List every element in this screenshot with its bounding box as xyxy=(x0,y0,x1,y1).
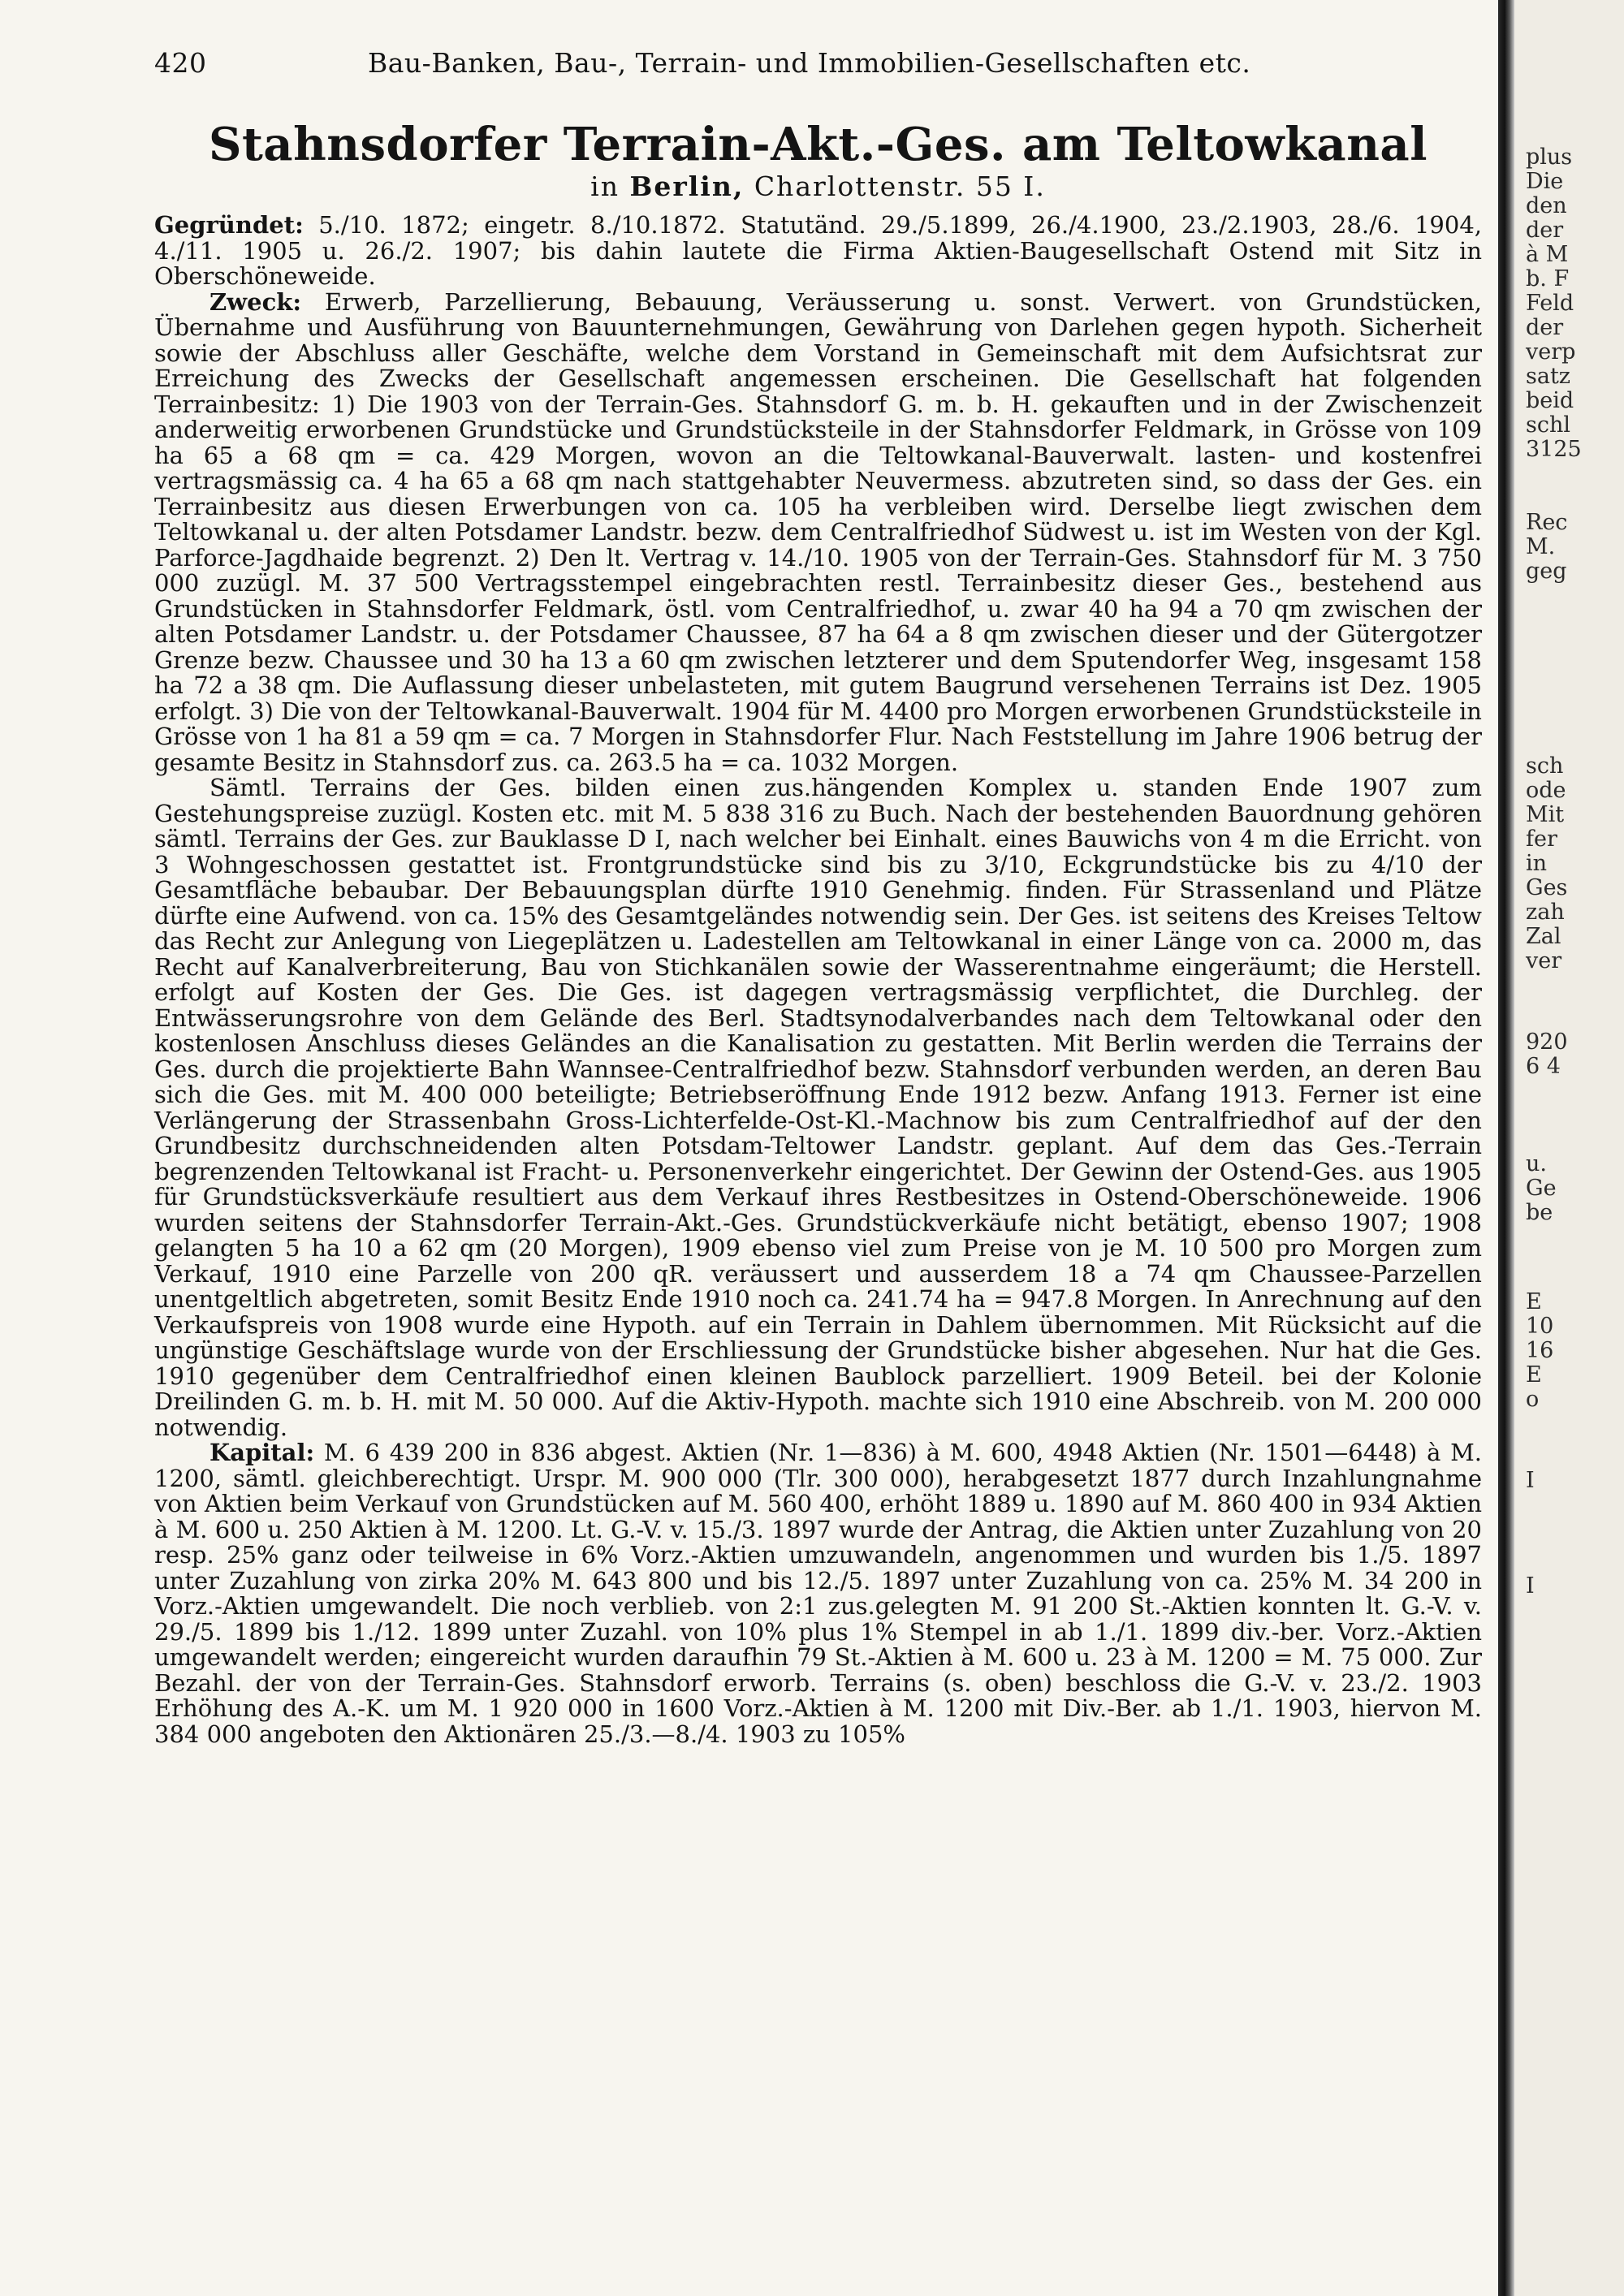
neighbor-fragment: E xyxy=(1526,1289,1542,1314)
section-label-zweck: Zweck: xyxy=(209,287,302,316)
section-label-gegruendet: Gegründet: xyxy=(154,211,304,239)
neighbor-fragment: M. xyxy=(1526,534,1556,559)
neighbor-page-edge xyxy=(1514,0,1624,2296)
section-zweck xyxy=(154,287,1482,776)
section-gegruendet xyxy=(154,213,1482,290)
neighbor-fragment: be xyxy=(1526,1200,1553,1225)
neighbor-fragment: Mit xyxy=(1526,802,1565,827)
neighbor-fragment: ver xyxy=(1526,948,1562,973)
neighbor-fragment: 920 xyxy=(1526,1029,1568,1055)
section-text-zweck: Erwerb, Parzellierung, Bebauung, Veräusserung u. sonst. Verwert. von Grundstücken, Übernahme und Ausführung von Bauunternehmungen, Gewährung von Darlehen gegen hypoth. Sicherheit sowie der Abschluss aller Geschäfte, welche dem Vorstand in Gemeinschaft mit dem Aufsichtsrat zur Erreichung des Zwecks der Gesellschaft angemessen erscheinen. Die Gesellschaft hat folgenden Terrainbesitz: 1) Die 1903 von der Terrain-Ges. Stahnsdorf G. m. b. H. gekauften und in der Zwischenzeit anderweitig erworbenen Grundstücke und Grundstücksteile in der Stahnsdorfer Feldmark, in Grösse von 109 ha 65 a 68 qm = ca. 429 Morgen, wovon an die Teltowkanal-Bauverwalt. lasten- und kostenfrei vertragsmässig ca. 4 ha 65 a 68 qm nach stattgehabter Neuvermess. abzutreten sind, so dass der Ges. ein Terrainbesitz aus diesen Erwerbungen von ca. 105 ha verbleiben wird. Derselbe liegt zwischen dem Teltowkanal u. der alten Potsdamer Landstr. bezw. dem Centralfriedhof Südwest u. ist im Westen von der Kgl. Parforce-Jagdhaide begrenzt. 2) Den lt. Vertrag v. 14./10. 1905 von der Terrain-Ges. Stahnsdorf für M. 3 750 000 zuzügl. M. 37 500 Vertragsstempel eingebrachten restl. Terrainbesitz dieser Ges., bestehend aus Grundstücken in Stahnsdorfer Feldmark, östl. vom Centralfriedhof, u. zwar 40 ha 94 a 70 qm zwischen der alten Potsdamer Landstr. u. der Potsdamer Chaussee, 87 ha 64 a 8 qm zwischen dieser und der Gütergotzer Grenze bezw. Chaussee und 30 ha 13 a 60 qm zwischen letzterer und dem Sputendorfer Weg, insgesamt 158 ha 72 a 38 qm. Die Auflassung dieser unbelasteten, mit gutem Baugrund versehenen Terrains ist Dez. 1905 erfolgt. 3) Die von der Teltowkanal-Bauverwalt. 1904 für M. 4400 pro Morgen erworbenen Grundstücksteile in Grösse von 1 ha 81 a 59 qm = ca. 7 Morgen in Stahnsdorfer Flur. Nach Feststellung im Jahre 1906 betrug der gesamte Besitz in Stahnsdorf zus. ca. 263.5 ha = ca. 1032 Morgen. xyxy=(154,287,1482,776)
section-text-saemtl-terrains: Sämtl. Terrains der Ges. bilden einen zus.hängenden Komplex u. standen Ende 1907 zum Gestehungspreise zuzügl. Kosten etc. mit M. 5 838 316 zu Buch. Nach der bestehenden Bauordnung gehören sämtl. Terrains der Ges. zur Bauklasse D I, nach welcher bei Einhalt. eines Bauwichs von 4 m die Erricht. von 3 Wohngeschossen gestattet ist. Frontgrundstücke sind bis zu 3/10, Eckgrundstücke bis zu 4/10 der Gesamtfläche bebaubar. Der Bebauungsplan dürfte 1910 Genehmig. finden. Für Strassenland und Plätze dürfte eine Aufwend. von ca. 15% des Gesamtgeländes notwendig sein. Der Ges. ist seitens des Kreises Teltow das Recht zur Anlegung von Liegeplätzen u. Ladestellen am Teltowkanal in einer Länge von ca. 2000 m, das Recht auf Kanalverbreiterung, Bau von Stichkanälen sowie der Wasserentnahme eingeräumt; die Herstell. erfolgt auf Kosten der Ges. Die Ges. ist dagegen vertragsmässig verpflichtet, die Durchleg. der Entwässerungsrohre von dem Gelände des Berl. Stadtsynodalverbandes nach dem Teltowkanal oder den kostenlosen Anschluss dieses Geländes an die Kanalisation zu gestatten. Mit Berlin werden die Terrains der Ges. durch die projektierte Bahn Wannsee-Centralfriedhof bezw. Stahnsdorf verbunden werden, an deren Bau sich die Ges. mit M. 400 000 beteiligte; Betriebseröffnung Ende 1912 bezw. Anfang 1913. Ferner ist eine Verlängerung der Strassenbahn Gross-Lichterfelde-Ost-Kl.-Machnow bis zum Centralfriedhof auf der den Grundbesitz durchschneidenden alten Potsdam-Teltower Landstr. geplant. Auf dem das Ges.-Terrain begrenzenden Teltowkanal ist Fracht- u. Personenverkehr eingerichtet. Der Gewinn der Ostend-Ges. aus 1905 für Grundstücksverkäufe resultiert aus dem Verkauf ihres Restbesitzes in Ostend-Oberschöneweide. 1906 wurden seitens der Stahnsdorfer Terrain-Akt.-Ges. Grundstückverkäufe nicht betätigt, ebenso 1907; 1908 gelangten 5 ha 10 a 62 qm (20 Morgen), 1909 ebenso viel zum Preise von je M. 10 500 pro Morgen zum Verkauf, 1910 eine Parzelle von 200 qR. veräussert und ausserdem 18 a 74 qm Chaussee-Parzellen unentgeltlich abgetreten, somit Besitz Ende 1910 noch ca. 241.74 ha = 947.8 Morgen. In Anrechnung auf den Verkaufspreis von 1908 wurde eine Hypoth. auf ein Terrain in Dahlem übernommen. Mit Rücksicht auf die ungünstige Geschäftslage wurde von der Erschliessung der Grundstücke bisher abgesehen. Nur hat die Ges. 1910 gegenüber dem Centralfriedhof einen kleinen Baublock parzelliert. 1909 Beteil. bei der Kolonie Dreilinden G. m. b. H. mit M. 50 000. Auf die Aktiv-Hypoth. machte sich 1910 eine Abschreib. von M. 200 000 notwendig. xyxy=(154,774,1482,1441)
neighbor-fragment: Feld xyxy=(1526,291,1574,316)
section-text-kapital: M. 6 439 200 in 836 abgest. Aktien (Nr. 1—836) à M. 600, 4948 Aktien (Nr. 1501—6448) à M. 1200, sämtl. gleichberechtigt. Urspr. M. 900 000 (Tlr. 300 000), herabgesetzt 1877 durch Inzahlungnahme von Aktien beim Verkauf von Grundstücken auf M. 560 400, erhöht 1889 u. 1890 auf M. 860 400 in 934 Aktien à M. 600 u. 250 Aktien à M. 1200. Lt. G.-V. v. 15./3. 1897 wurde der Antrag, die Aktien unter Zuzahlung von 20 resp. 25% ganz oder teilweise in 6% Vorz.-Aktien umzuwandeln, angenommen und wurden bis 1./5. 1897 unter Zuzahlung von zirka 20% M. 643 800 und bis 12./5. 1897 unter Zuzahlung von ca. 25% M. 34 200 in Vorz.-Aktien umgewandelt. Die noch verblieb. von 2:1 zus.gelegten M. 91 200 St.-Aktien konnten lt. G.-V. v. 29./5. 1899 bis 1./12. 1899 unter Zuzahl. von 10% plus 1% Stempel in ab 1./1. 1899 div.-ber. Vorz.-Aktien umgewandelt werden; eingereicht wurden daraufhin 79 St.-Aktien à M. 600 u. 23 à M. 1200 = M. 75 000. Zur Bezahl. der von der Terrain-Ges. Stahnsdorf erworb. Terrains (s. oben) beschloss die G.-V. v. 23./2. 1903 Erhöhung des A.-K. um M. 1 920 000 in 1600 Vorz.-Aktien à M. 1200 mit Div.-Ber. ab 1./1. 1903, hiervon M. 384 000 angeboten den Aktionären 25./3.—8./4. 1903 zu 105% xyxy=(154,1439,1482,1748)
neighbor-fragment: ode xyxy=(1526,778,1566,803)
neighbor-fragment: à M xyxy=(1526,242,1569,267)
neighbor-fragment: sch xyxy=(1526,753,1564,779)
neighbor-fragment: beid xyxy=(1526,388,1574,413)
article-title: Stahnsdorfer Terrain-Akt.-Ges. am Teltowkanal xyxy=(209,118,1427,171)
article-body xyxy=(154,213,1482,1747)
neighbor-fragment: zah xyxy=(1526,900,1565,925)
neighbor-fragment: satz xyxy=(1526,364,1571,389)
subtitle-address: Charlottenstr. 55 I. xyxy=(754,170,1046,202)
neighbor-fragment: in xyxy=(1526,851,1548,876)
neighbor-fragment: 3125 xyxy=(1526,437,1582,462)
section-label-kapital: Kapital: xyxy=(209,1439,315,1466)
neighbor-fragment: Rec xyxy=(1526,510,1568,535)
neighbor-fragment: Zal xyxy=(1526,924,1561,949)
neighbor-fragment: geg xyxy=(1526,559,1567,584)
article-subtitle xyxy=(154,170,1482,202)
neighbor-fragment: der xyxy=(1526,218,1564,243)
neighbor-fragment: 6 4 xyxy=(1526,1054,1561,1079)
neighbor-fragment: schl xyxy=(1526,412,1571,438)
subtitle-prefix: in xyxy=(590,170,620,202)
neighbor-fragment: plus xyxy=(1526,145,1573,170)
page-number: 420 xyxy=(154,47,207,79)
neighbor-fragment: I xyxy=(1526,1573,1535,1599)
neighbor-fragment: Ge xyxy=(1526,1176,1557,1201)
neighbor-fragment: der xyxy=(1526,315,1564,340)
section-kapital xyxy=(154,1440,1482,1747)
neighbor-fragment: u. xyxy=(1526,1151,1547,1176)
neighbor-fragment: b. F xyxy=(1526,266,1570,291)
subtitle-city: Berlin, xyxy=(629,170,745,202)
neighbor-fragment: o xyxy=(1526,1387,1540,1412)
neighbor-fragment: fer xyxy=(1526,826,1557,852)
neighbor-fragment: 10 xyxy=(1526,1314,1554,1339)
neighbor-fragment: verp xyxy=(1526,339,1576,365)
neighbor-fragment: Die xyxy=(1526,169,1564,194)
section-text-gegruendet: 5./10. 1872; eingetr. 8./10.1872. Statutänd. 29./5.1899, 26./4.1900, 23./2.1903, 28./6. 1904, 4./11. 1905 u. 26./2. 1907; bis dahin lautete die Firma Aktien-Baugesellschaft Ostend mit Sitz in Oberschöneweide. xyxy=(154,211,1483,290)
running-head-text: Bau-Banken, Bau-, Terrain- und Immobilien-Gesellschaften etc. xyxy=(368,47,1251,79)
neighbor-fragment: I xyxy=(1526,1468,1535,1493)
neighbor-fragment: 16 xyxy=(1526,1338,1554,1363)
book-gutter xyxy=(1498,0,1514,2296)
neighbor-fragment: den xyxy=(1526,193,1567,218)
neighbor-fragment: Ges xyxy=(1526,875,1568,900)
neighbor-fragment: E xyxy=(1526,1362,1542,1388)
section-saemtl-terrains xyxy=(154,775,1482,1440)
